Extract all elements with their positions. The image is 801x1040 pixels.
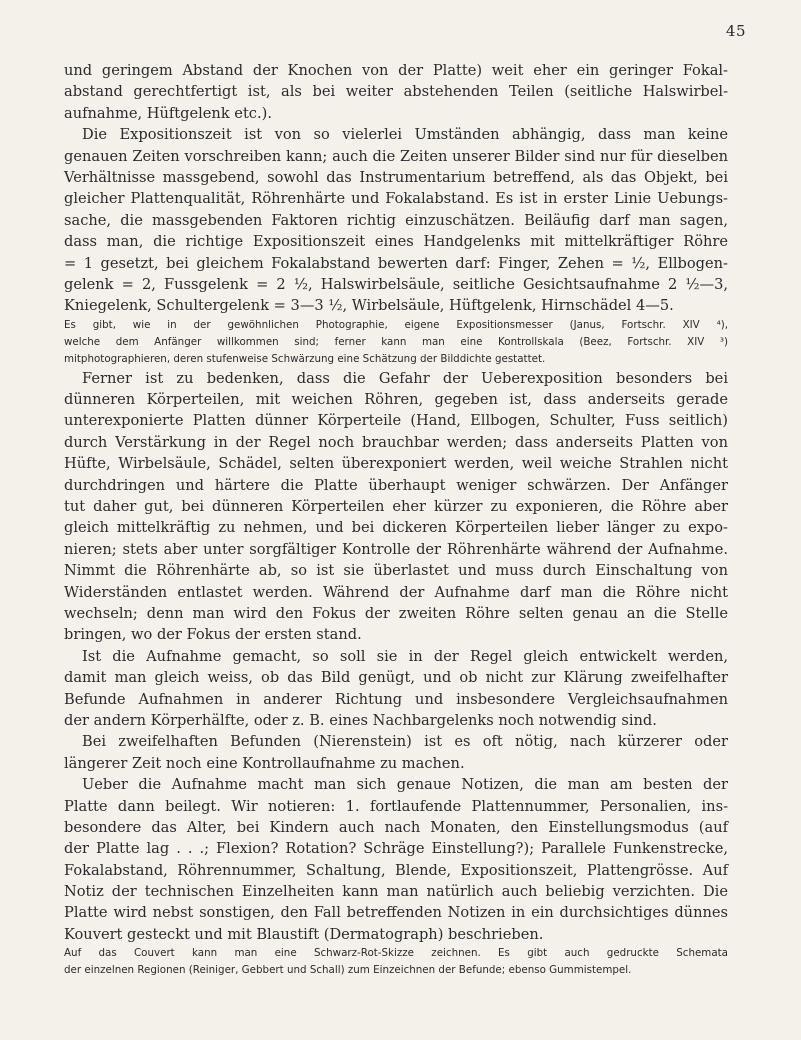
text-line: Bei zweifelhaften Befunden (Nierenstein) ist es oft nötig, nach kürzerer oder: [82, 733, 728, 751]
text-line: Platte dann beilegt. Wir notieren: 1. fortlaufende Plattennummer, Personalien, ins-: [64, 797, 728, 815]
paragraph: [64, 124, 728, 317]
text-line: Hüfte, Wirbelsäule, Schädel, selten überexponiert werden, weil weiche Strahlen nicht: [64, 455, 728, 473]
text-line: Ist die Aufnahme gemacht, so soll sie in der Regel gleich entwickelt werden,: [82, 647, 728, 665]
text-line: aufnahme, Hüftgelenk etc.).: [64, 104, 272, 122]
text-line: tut daher gut, bei dünneren Körperteilen eher kürzer zu exponieren, die Röhre aber: [64, 498, 728, 516]
page-number: 45: [725, 22, 746, 40]
text-line: dass man, die richtige Expositionszeit eines Handgelenks mit mittelkräftiger Röhre: [64, 233, 728, 251]
text-line: durch Verstärkung in der Regel noch brauchbar werden; dass anderseits Platten von: [64, 433, 728, 451]
text-line: damit man gleich weiss, ob das Bild genügt, und ob nicht zur Klärung zweifelhafter: [64, 669, 728, 687]
text-line: mitphotographieren, deren stufenweise Schwärzung eine Schätzung der Bilddichte gestattet.: [64, 352, 546, 365]
text-line: Platte wird nebst sonstigen, den Fall betreffenden Notizen in ein durchsichtiges dünnes: [64, 904, 728, 922]
text-line: Ueber die Aufnahme macht man sich genaue Notizen, die man am besten der: [82, 776, 728, 794]
text-line: längerer Zeit noch eine Kontrollaufnahme zu machen.: [64, 754, 465, 772]
paragraph: [64, 646, 728, 732]
text-line: welche dem Anfänger willkommen sind; ferner kann man eine Kontrollskala (Beez, Fortschr. XIV ³): [64, 335, 728, 348]
text-line: der Platte lag . . .; Flexion? Rotation? Schräge Einstellung?); Parallele Funkenstrecke,: [64, 840, 728, 858]
text-line: Kniegelenk, Schultergelenk = 3—3 ½, Wirbelsäule, Hüftgelenk, Hirnschädel 4—5.: [64, 297, 674, 315]
text-line: der einzelnen Regionen (Reiniger, Gebbert und Schall) zum Einzeichnen der Befunde; ebenso Gummistempel.: [64, 964, 632, 977]
text-line: Widerständen entlastet werden. Während der Aufnahme darf man die Röhre nicht: [64, 583, 728, 601]
text-line: gleicher Plattenqualität, Röhrenhärte und Fokalabstand. Es ist in erster Linie Uebungs-: [64, 190, 728, 208]
text-line: Auf das Couvert kann man eine Schwarz-Rot-Skizze zeichnen. Es gibt auch gedruckte Schemata: [64, 947, 728, 960]
text-line: nieren; stets aber unter sorgfältiger Kontrolle der Röhrenhärte während der Aufnahme.: [64, 540, 728, 558]
text-line: dünneren Körperteilen, mit weichen Röhren, gegeben ist, dass anderseits gerade: [64, 391, 728, 409]
text-line: Kouvert gesteckt und mit Blaustift (Dermatograph) beschrieben.: [64, 925, 544, 943]
text-line: Befunde Aufnahmen in anderer Richtung und insbesondere Vergleichsaufnahmen: [64, 690, 728, 708]
text-line: bringen, wo der Fokus der ersten stand.: [64, 626, 362, 644]
text-line: durchdringen und härtere die Platte überhaupt weniger schwärzen. Der Anfänger: [64, 476, 728, 494]
text-line: der andern Körperhälfte, oder z. B. eines Nachbargelenks noch notwendig sind.: [64, 711, 657, 729]
text-line: Ferner ist zu bedenken, dass die Gefahr der Ueberexposition besonders bei: [82, 369, 728, 387]
footnote-paragraph: [64, 317, 728, 368]
paragraph: [64, 731, 728, 774]
text-line: Notiz der technischen Einzelheiten kann man natürlich auch beliebig verzichten. Die: [64, 883, 728, 901]
text-line: besondere das Alter, bei Kindern auch nach Monaten, den Einstellungsmodus (auf: [64, 818, 728, 836]
text-line: genauen Zeiten vorschreiben kann; auch die Zeiten unserer Bilder sind nur für dieselben: [64, 147, 728, 165]
text-line: Verhältnisse massgebend, sowohl das Instrumentarium betreffend, als das Objekt, bei: [64, 168, 728, 186]
text-line: Fokalabstand, Röhrennummer, Schaltung, Blende, Expositionszeit, Plattengrösse. Auf: [64, 861, 728, 879]
text-line: wechseln; denn man wird den Fokus der zweiten Röhre selten genau an die Stelle: [64, 604, 728, 622]
text-line: gleich mittelkräftig zu nehmen, und bei dickeren Körperteilen lieber länger zu expo-: [64, 519, 728, 537]
text-line: Die Expositionszeit ist von so vielerlei Umständen abhängig, dass man keine: [82, 126, 728, 144]
paragraph: [64, 60, 728, 124]
body-text: [64, 60, 728, 979]
text-line: Es gibt, wie in der gewöhnlichen Photographie, eigene Expositionsmesser (Janus, Fortschr. XIV ⁴),: [64, 318, 728, 331]
text-line: unterexponierte Platten dünner Körperteile (Hand, Ellbogen, Schulter, Fuss seitlich): [64, 412, 728, 430]
paragraph: [64, 774, 728, 945]
text-line: = 1 gesetzt, bei gleichem Fokalabstand bewerten darf: Finger, Zehen = ½, Ellbogen-: [64, 254, 728, 272]
footnote-paragraph: [64, 945, 728, 979]
paragraph: [64, 368, 728, 646]
text-line: Nimmt die Röhrenhärte ab, so ist sie überlastet und muss durch Einschaltung von: [64, 562, 728, 580]
text-line: abstand gerechtfertigt ist, als bei weiter abstehenden Teilen (seitliche Halswirbel-: [64, 83, 728, 101]
text-line: gelenk = 2, Fussgelenk = 2 ½, Halswirbelsäule, seitliche Gesichtsaufnahme 2 ½—3,: [64, 275, 728, 293]
text-line: und geringem Abstand der Knochen von der Platte) weit eher ein geringer Fokal-: [64, 62, 728, 79]
text-line: sache, die massgebenden Faktoren richtig einzuschätzen. Beiläufig darf man sagen,: [64, 211, 728, 229]
